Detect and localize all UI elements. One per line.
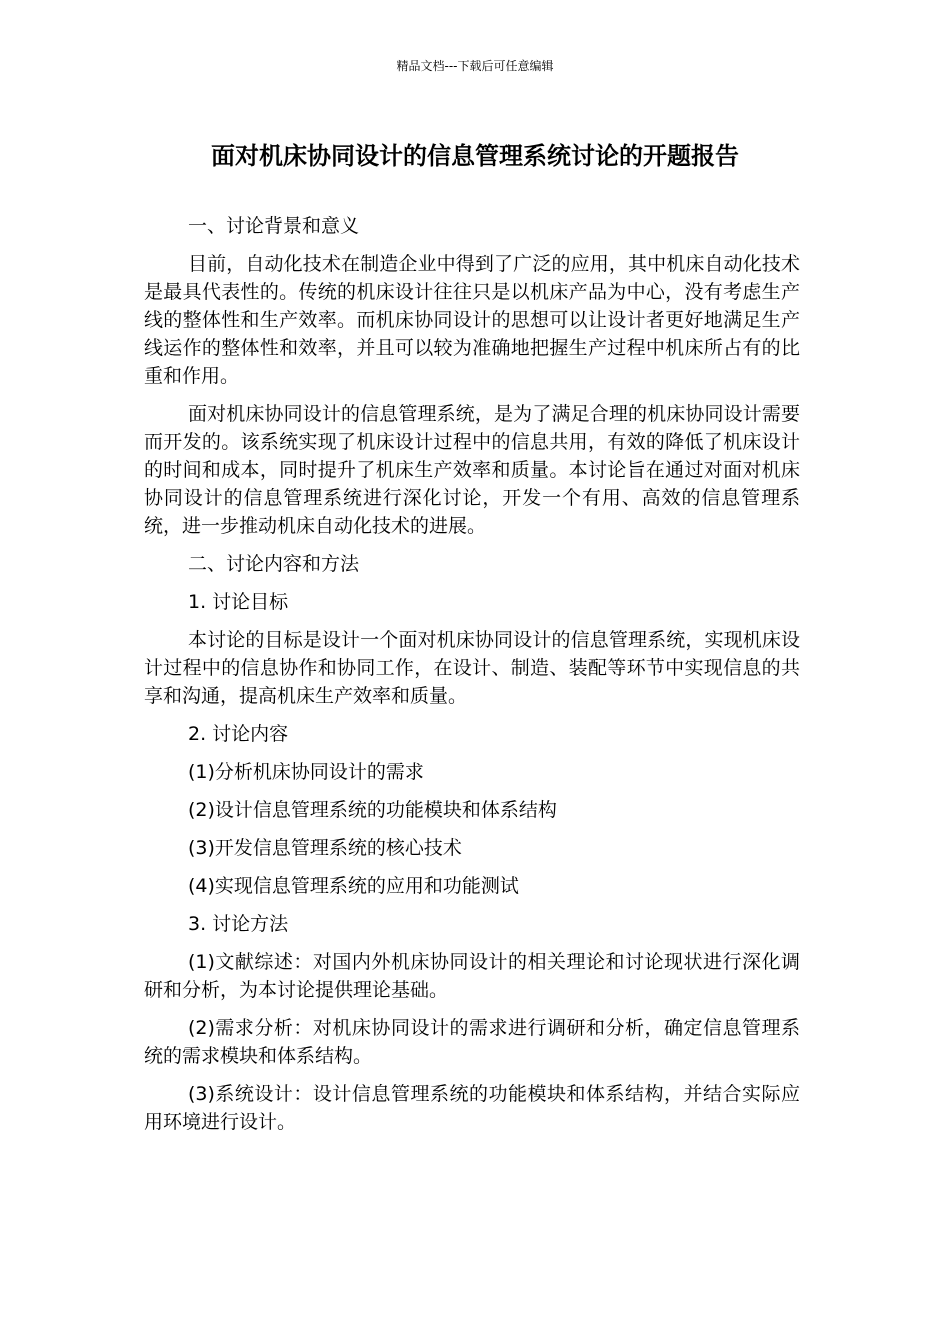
body-paragraph: 目前，自动化技术在制造企业中得到了广泛的应用，其中机床自动化技术是最具代表性的。传统的机床设计往往只是以机床产品为中心，没有考虑生产线的整体性和生产效率。而机床协同设计的思想可以让设计者更好地满足生产线运作的整体性和效率，并且可以较为准确地把握生产过程中机床所占有的比重和作用。 [144,253,800,387]
body-paragraph: 面对机床协同设计的信息管理系统，是为了满足合理的机床协同设计需要而开发的。该系统实现了机床设计过程中的信息共用，有效的降低了机床设计的时间和成本，同时提升了机床生产效率和质量。本讨论旨在通过对面对机床协同设计的信息管理系统进行深化讨论，开发一个有用、高效的信息管理系统，进一步推动机床自动化技术的进展。 [144,403,800,537]
subheading-goal: 1. 讨论目标 [188,591,289,613]
list-item: (2)需求分析：对机床协同设计的需求进行调研和分析，确定信息管理系统的需求模块和体系结构。 [144,1017,800,1067]
list-item: (2)设计信息管理系统的功能模块和体系结构 [188,799,557,821]
list-item: (3)系统设计：设计信息管理系统的功能模块和体系结构，并结合实际应用环境进行设计。 [144,1083,800,1133]
subheading-methods: 3. 讨论方法 [188,913,289,935]
document-title: 面对机床协同设计的信息管理系统讨论的开题报告 [211,142,739,170]
list-item: (1)分析机床协同设计的需求 [188,761,424,783]
section-heading-background: 一、讨论背景和意义 [188,215,360,237]
body-paragraph: 本讨论的目标是设计一个面对机床协同设计的信息管理系统，实现机床设计过程中的信息协作和协同工作，在设计、制造、装配等环节中实现信息的共享和沟通，提高机床生产效率和质量。 [144,629,800,707]
list-item: (1)文献综述：对国内外机床协同设计的相关理论和讨论现状进行深化调研和分析，为本讨论提供理论基础。 [144,951,800,1001]
document-body [144,212,800,1146]
list-item: (4)实现信息管理系统的应用和功能测试 [188,875,519,897]
list-item: (3)开发信息管理系统的核心技术 [188,837,462,859]
section-heading-content-methods: 二、讨论内容和方法 [188,553,360,575]
subheading-content: 2. 讨论内容 [188,723,289,745]
header-note: 精品文档---下载后可任意编辑 [396,59,554,73]
